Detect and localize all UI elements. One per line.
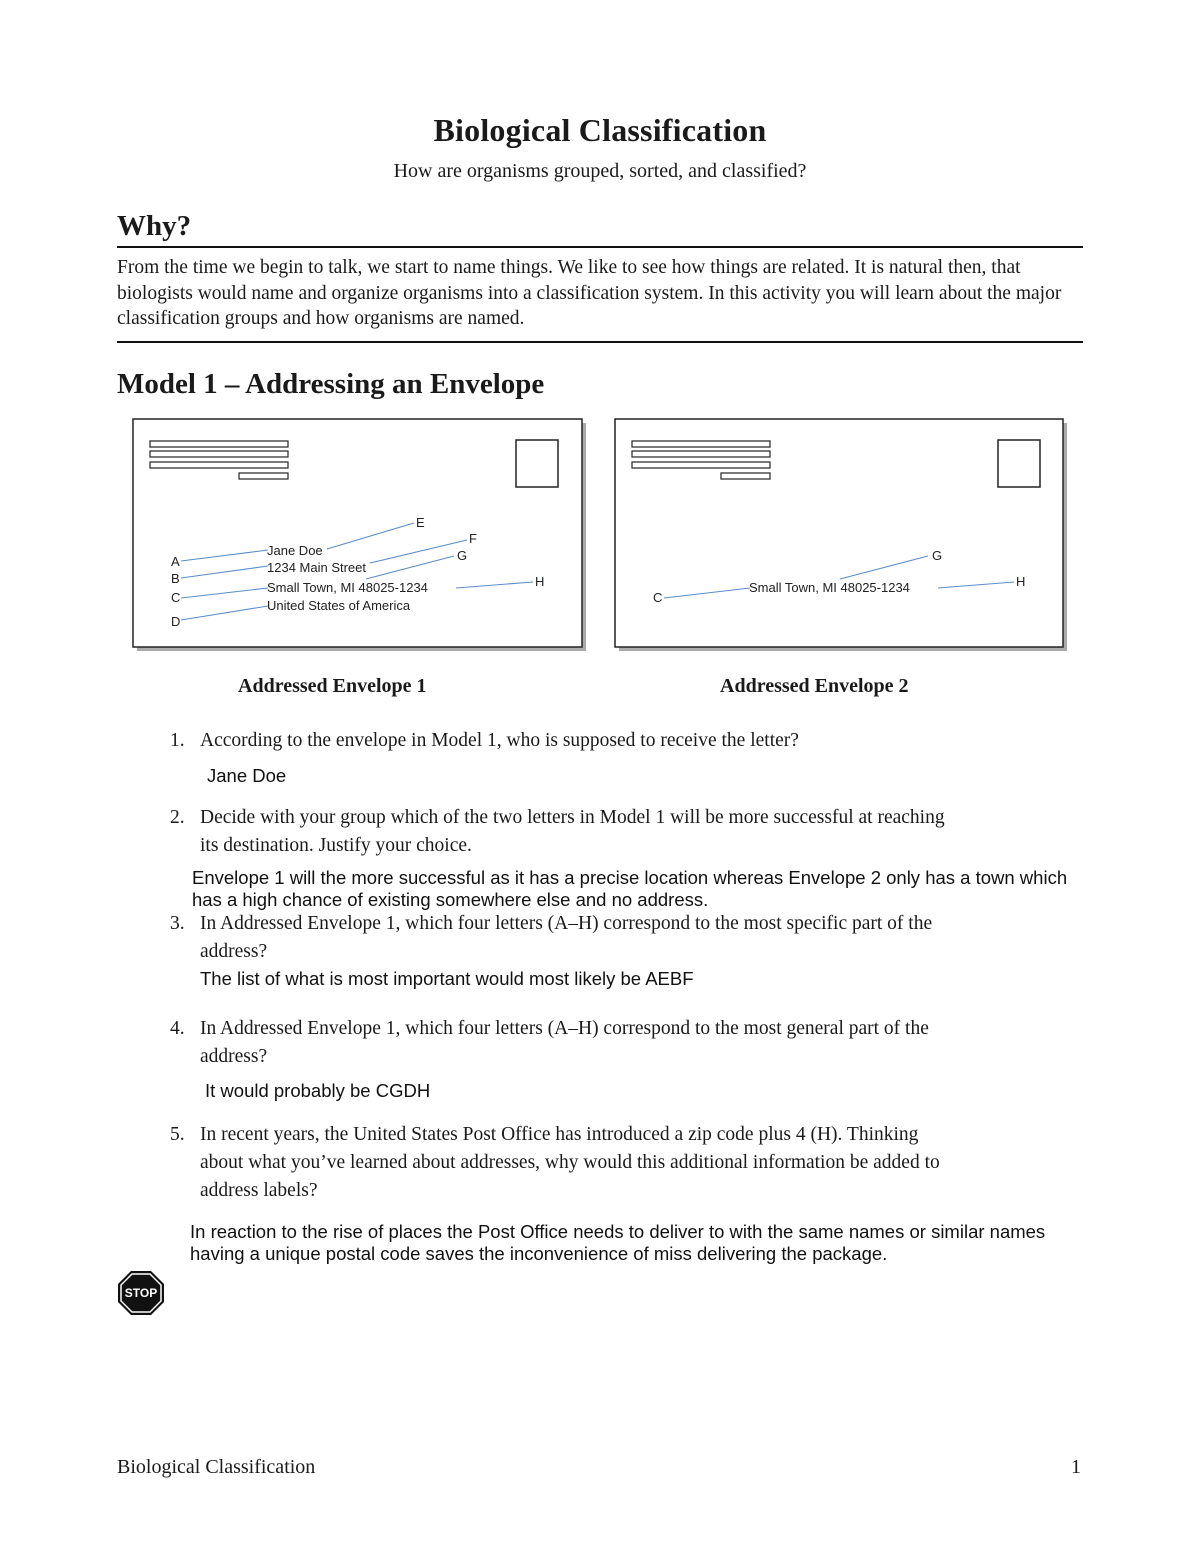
label-g: G [932,548,943,563]
question-line: address? [200,941,268,962]
question-line: Decide with your group which of the two letters in Model 1 will be more successful at reaching [200,807,945,828]
question-line: about what you’ve learned about addresses, why would this additional information be added to [200,1152,940,1173]
question-line: its destination. Justify your choice. [200,835,472,856]
answer-line: having a unique postal code saves the inconvenience of miss delivering the package. [190,1243,888,1264]
question-number: 4. [170,1018,185,1039]
question-number: 1. [170,730,185,751]
model-heading: Model 1 – Addressing an Envelope [117,368,545,400]
address-line: Small Town, MI 48025-1234 [749,580,910,595]
question-line: In Addressed Envelope 1, which four letters (A–H) correspond to the most specific part of the [200,913,933,934]
answer-line: Envelope 1 will the more successful as it has a precise location whereas Envelope 2 only has a town which [192,867,1068,888]
answer-line: In reaction to the rise of places the Post Office needs to deliver to with the same names or similar names [190,1221,1046,1242]
question-number: 5. [170,1124,185,1145]
envelope-2 [615,419,1067,651]
footer-title: Biological Classification [117,1456,316,1478]
label-c: C [171,590,181,605]
question-number: 3. [170,913,185,934]
question-text: According to the envelope in Model 1, who is supposed to receive the letter? [200,730,799,751]
question-line: address? [200,1046,268,1067]
envelope-1 [133,419,586,651]
page-title: Biological Classification [433,112,767,148]
envelope-2-caption: Addressed Envelope 2 [720,675,909,697]
why-heading: Why? [117,210,192,242]
address-text [749,580,910,595]
answer-2 [192,867,1067,911]
question-2 [170,804,1080,860]
label-c: C [653,590,663,605]
question-number: 2. [170,807,185,828]
stop-sign-text: STOP [124,1286,158,1300]
label-e: E [416,515,425,530]
answer-line: has a high chance of existing somewhere else and no address. [192,889,709,910]
question-3 [170,910,1080,966]
stop-sign-icon [117,1270,165,1316]
why-paragraph: From the time we begin to talk, we start to name things. We like to see how things are related. It is natural then, that biologists would name and organize organisms into a classification system. In this activity you will learn about the major classification groups and how organisms are named. [117,257,1062,329]
address-line: Jane Doe [267,543,323,558]
answer-1: Jane Doe [207,765,287,786]
question-line: In Addressed Envelope 1, which four letters (A–H) correspond to the most general part of the [200,1018,929,1039]
question-5 [170,1121,1080,1205]
label-d: D [171,614,181,629]
answer-3: The list of what is most important would most likely be AEBF [200,968,694,989]
answer-5 [190,1221,1045,1265]
question-4 [170,1015,1080,1071]
label-g: G [457,548,468,563]
address-line: 1234 Main Street [267,560,367,575]
question-line: address labels? [200,1180,318,1201]
answer-4: It would probably be CGDH [205,1080,431,1101]
label-f: F [469,531,477,546]
question-line: In recent years, the United States Post Office has introduced a zip code plus 4 (H). Thinking [200,1124,919,1145]
label-b: B [171,571,180,586]
label-h: H [1016,574,1026,589]
address-line: United States of America [267,598,411,613]
page-subtitle: How are organisms grouped, sorted, and classified? [393,160,807,182]
address-line: Small Town, MI 48025-1234 [267,580,428,595]
footer-page-number: 1 [1071,1456,1081,1478]
envelope-1-caption: Addressed Envelope 1 [238,675,427,697]
label-a: A [171,554,180,569]
label-h: H [535,574,545,589]
question-1 [170,727,1080,755]
envelopes-figure [0,0,1200,700]
